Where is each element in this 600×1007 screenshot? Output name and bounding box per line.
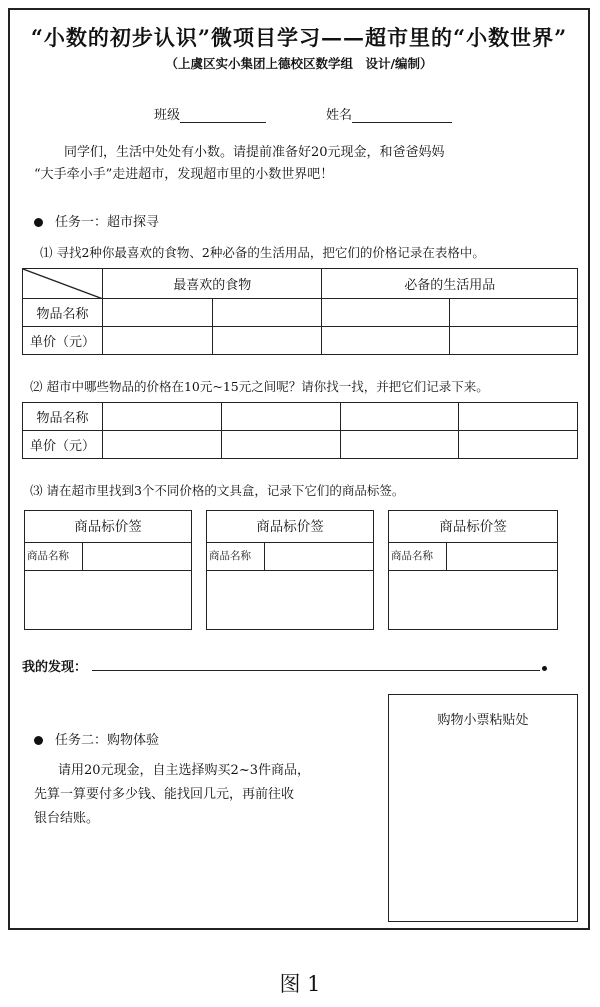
price-tag-name-row[interactable]: [207, 543, 373, 571]
table-cell[interactable]: [103, 299, 213, 327]
header-food: 最喜欢的食物: [103, 269, 322, 299]
discovery-line[interactable]: [92, 670, 540, 671]
table-cell[interactable]: [450, 299, 578, 327]
table-cell[interactable]: [459, 431, 578, 459]
class-label: 班级: [154, 108, 181, 123]
table-cell[interactable]: [322, 327, 450, 355]
price-tag-title: 商品标价签: [207, 511, 373, 543]
question-2: ⑵ 超市中哪些物品的价格在10元~15元之间呢？请你找一找，并把它们记录下来。: [30, 379, 489, 394]
row-label-name: 物品名称: [23, 403, 103, 431]
price-tag-name-row[interactable]: [25, 543, 191, 571]
task2-line-1: 请用20元现金，自主选择购买2~3件商品，: [58, 763, 310, 778]
receipt-box[interactable]: [388, 694, 578, 922]
favorites-table: [22, 268, 578, 355]
task2-line-3: 银台结账。: [34, 811, 100, 826]
table-cell[interactable]: [322, 299, 450, 327]
intro-line-2: “大手牵小手”走进超市，发现超市里的小数世界吧！: [34, 167, 334, 182]
row-label-price: 单价（元）: [23, 431, 103, 459]
table-cell[interactable]: [459, 403, 578, 431]
table-cell[interactable]: [340, 403, 459, 431]
task2-line-2: 先算一算要付多少钱、能找回几元，再前往收: [34, 787, 295, 802]
price-tag-name-label: 商品名称: [389, 543, 447, 570]
receipt-label: 购物小票粘贴处: [437, 713, 529, 728]
task2-heading: [34, 730, 159, 752]
price-range-table: [22, 402, 578, 459]
table-cell[interactable]: [103, 403, 222, 431]
price-tag-title: 商品标价签: [389, 511, 557, 543]
price-tag-name-row[interactable]: [389, 543, 557, 571]
figure-caption: 图 1: [279, 972, 321, 996]
task1-heading-text: 任务一：超市探寻: [55, 215, 160, 230]
bullet-icon: [34, 736, 43, 745]
task1-heading: [34, 212, 159, 234]
header-goods: 必备的生活用品: [322, 269, 578, 299]
worksheet: [8, 8, 590, 930]
class-blank[interactable]: [180, 108, 266, 123]
price-tag-name-label: 商品名称: [207, 543, 265, 570]
diagonal-line-icon: [23, 269, 103, 299]
table-cell[interactable]: [212, 327, 322, 355]
row-label-price: 单价（元）: [23, 327, 103, 355]
task2-heading-text: 任务二：购物体验: [55, 733, 160, 748]
row-label-name: 物品名称: [23, 299, 103, 327]
table-cell[interactable]: [221, 431, 340, 459]
question-1: ⑴ 寻找2种你最喜欢的食物、2种必备的生活用品，把它们的价格记录在表格中。: [40, 245, 485, 260]
class-field[interactable]: [154, 104, 266, 123]
end-dot-icon: [542, 666, 547, 671]
bullet-icon: [34, 218, 43, 227]
price-tag-name-label: 商品名称: [25, 543, 83, 570]
discovery-label: 我的发现：: [22, 660, 88, 675]
table-cell[interactable]: [103, 431, 222, 459]
price-tag-1[interactable]: [24, 510, 192, 630]
name-blank[interactable]: [352, 108, 452, 123]
question-3: ⑶ 请在超市里找到3个不同价格的文具盒，记录下它们的商品标签。: [30, 483, 405, 498]
price-tag-title: 商品标价签: [25, 511, 191, 543]
name-label: 姓名: [326, 108, 353, 123]
name-field[interactable]: [326, 104, 452, 123]
table-cell[interactable]: [340, 431, 459, 459]
table-cell[interactable]: [450, 327, 578, 355]
intro-line-1: 同学们，生活中处处有小数。请提前准备好20元现金，和爸爸妈妈: [64, 145, 445, 160]
table-cell[interactable]: [212, 299, 322, 327]
table-cell[interactable]: [103, 327, 213, 355]
price-tag-2[interactable]: [206, 510, 374, 630]
worksheet-title: “小数的初步认识”微项目学习——超市里的“小数世界”: [30, 25, 568, 50]
table-cell[interactable]: [221, 403, 340, 431]
price-tag-3[interactable]: [388, 510, 558, 630]
worksheet-subtitle: （上虞区实小集团上德校区数学组 设计/编制）: [165, 56, 433, 71]
diagonal-cell: [23, 269, 103, 299]
